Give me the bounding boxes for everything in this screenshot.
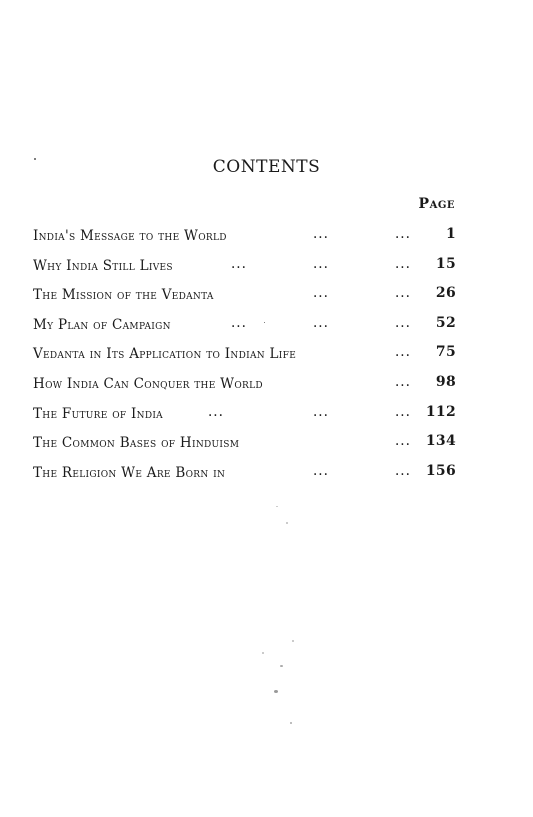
leader-dots: ... — [395, 285, 411, 302]
scan-speck — [290, 722, 292, 724]
toc-entry — [33, 435, 458, 465]
toc-entry-page: 1 — [445, 226, 456, 242]
scan-speck — [34, 158, 36, 160]
toc-entry-title: The Mission of the Vedanta — [33, 287, 214, 304]
toc-entry — [33, 403, 458, 436]
table-of-contents — [33, 228, 458, 494]
leader-dots: ... — [395, 314, 411, 331]
leader-dots: ... — [395, 403, 411, 420]
toc-entry-title: My Plan of Campaign — [33, 316, 171, 333]
scan-speck — [286, 522, 288, 524]
toc-entry — [33, 346, 458, 376]
toc-entry-title: Why India Still Lives — [33, 257, 173, 274]
toc-entry-title: The Future of India — [33, 405, 163, 422]
leader-dots: ... — [313, 462, 329, 479]
toc-entry-page: 75 — [435, 344, 456, 361]
page-column-header: Page — [418, 196, 455, 212]
toc-entry-page: 134 — [425, 433, 456, 450]
scan-speck — [280, 665, 283, 667]
toc-entry-page: 52 — [435, 314, 456, 331]
toc-entry-page: 98 — [435, 373, 456, 390]
toc-entry — [33, 287, 458, 317]
leader-dots: ... — [313, 226, 329, 242]
toc-entry — [33, 373, 458, 406]
leader-dots: ... — [395, 373, 411, 390]
toc-entry-title: India's Message to the World — [33, 228, 227, 244]
scan-speck — [292, 640, 294, 642]
scan-speck — [274, 690, 278, 693]
leader-dots: ... — [313, 285, 329, 302]
toc-entry-title: How India Can Conquer the World — [33, 375, 263, 392]
leader-dots: ... — [313, 255, 329, 272]
toc-entry — [33, 462, 458, 495]
toc-entry — [33, 228, 458, 258]
scan-speck — [262, 652, 264, 654]
toc-entry-page: 112 — [425, 403, 456, 420]
toc-entry-title: The Religion We Are Born in — [33, 464, 226, 481]
toc-entry — [33, 314, 458, 347]
toc-entry-title: Vedanta in Its Application to Indian Life — [33, 346, 297, 363]
leader-dots: ... — [208, 403, 224, 420]
scan-speck — [264, 322, 265, 323]
leader-dots: ... — [395, 226, 411, 242]
page-title: CONTENTS — [212, 157, 321, 177]
leader-dots: ... — [231, 314, 247, 331]
toc-entry-page: 26 — [435, 285, 456, 302]
leader-dots: ... — [395, 433, 411, 450]
leader-dots: ... — [395, 462, 411, 479]
leader-dots: ... — [231, 255, 247, 272]
toc-entry-page: 15 — [435, 255, 456, 272]
toc-entry-title: The Common Bases of Hinduism — [33, 435, 240, 452]
leader-dots: ... — [313, 403, 329, 420]
toc-entry — [33, 255, 458, 288]
leader-dots: ... — [313, 314, 329, 331]
leader-dots: ... — [395, 344, 411, 361]
scan-speck — [276, 506, 278, 507]
leader-dots: ... — [395, 255, 411, 272]
toc-entry-page: 156 — [425, 462, 456, 479]
